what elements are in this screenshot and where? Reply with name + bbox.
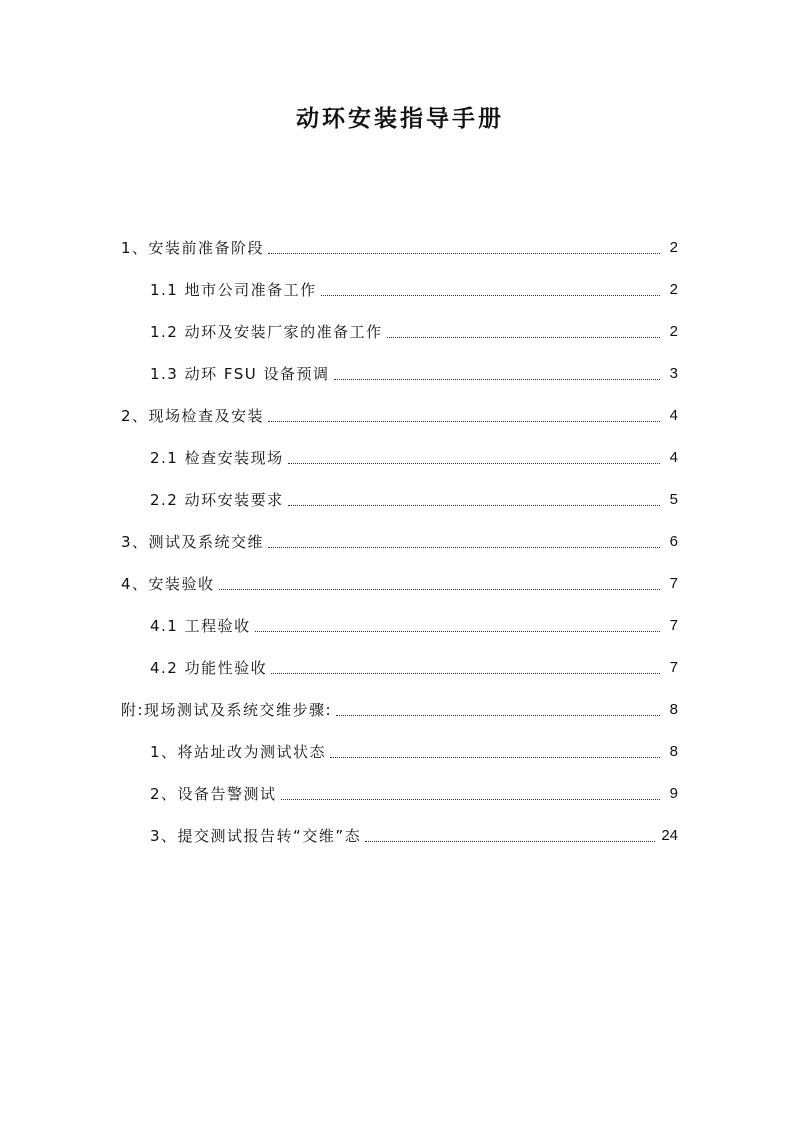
toc-page-number: 7 [669, 616, 678, 634]
toc-entry[interactable] [0, 310, 800, 352]
toc-dot-leader [321, 295, 660, 296]
toc-dot-leader [336, 715, 660, 716]
toc-dot-leader [268, 253, 660, 254]
toc-dot-leader [268, 547, 660, 548]
toc-entry-label: 1.3 动环 FSU 设备预调 [150, 364, 330, 383]
toc-entry-label: 4.1 工程验收 [150, 616, 251, 635]
toc-entry[interactable] [0, 772, 800, 814]
toc-entry[interactable] [0, 562, 800, 604]
toc-dot-leader [288, 505, 660, 506]
toc-entry[interactable] [0, 688, 800, 730]
toc-entry[interactable] [0, 478, 800, 520]
toc-entry-label: 附:现场测试及系统交维步骤: [121, 700, 333, 719]
toc-dot-leader [288, 463, 660, 464]
toc-dot-leader [330, 757, 660, 758]
toc-dot-leader [268, 421, 660, 422]
toc-page-number: 9 [669, 784, 678, 802]
toc-page-number: 2 [669, 322, 678, 340]
toc-dot-leader [334, 379, 660, 380]
toc-dot-leader [387, 337, 660, 338]
toc-entry[interactable] [0, 394, 800, 436]
toc-entry-label: 2、现场检查及安装 [121, 406, 265, 425]
toc-dot-leader [219, 589, 660, 590]
toc-entry[interactable] [0, 352, 800, 394]
toc-dot-leader [365, 841, 655, 842]
toc-page-number: 7 [669, 658, 678, 676]
table-of-contents [0, 226, 800, 856]
toc-dot-leader [281, 799, 660, 800]
toc-entry-label: 1.2 动环及安装厂家的准备工作 [150, 322, 383, 341]
toc-page-number: 8 [669, 700, 678, 718]
toc-page-number: 2 [669, 238, 678, 256]
toc-page-number: 4 [669, 448, 678, 466]
toc-entry-label: 1、安装前准备阶段 [121, 238, 265, 257]
toc-page-number: 6 [669, 532, 678, 550]
toc-entry-label: 3、测试及系统交维 [121, 532, 265, 551]
toc-entry-label: 1、将站址改为测试状态 [150, 742, 327, 761]
toc-page-number: 3 [669, 364, 678, 382]
toc-entry[interactable] [0, 268, 800, 310]
toc-entry-label: 2、设备告警测试 [150, 784, 277, 803]
toc-page-number: 5 [669, 490, 678, 508]
toc-entry[interactable] [0, 436, 800, 478]
toc-page-number: 7 [669, 574, 678, 592]
toc-entry-label: 4、安装验收 [121, 574, 215, 593]
toc-page-number: 4 [669, 406, 678, 424]
toc-entry[interactable] [0, 604, 800, 646]
toc-entry[interactable] [0, 520, 800, 562]
toc-entry-label: 2.2 动环安装要求 [150, 490, 284, 509]
toc-entry[interactable] [0, 226, 800, 268]
toc-page-number: 2 [669, 280, 678, 298]
toc-entry-label: 3、提交测试报告转“交维”态 [150, 826, 362, 845]
toc-entry-label: 2.1 检查安装现场 [150, 448, 284, 467]
toc-dot-leader [255, 631, 660, 632]
toc-entry[interactable] [0, 646, 800, 688]
toc-page-number: 8 [669, 742, 678, 760]
toc-entry-label: 1.1 地市公司准备工作 [150, 280, 317, 299]
toc-dot-leader [271, 673, 660, 674]
toc-entry[interactable] [0, 730, 800, 772]
toc-page-number: 24 [661, 826, 678, 844]
toc-entry-label: 4.2 功能性验收 [150, 658, 268, 677]
document-title: 动环安装指导手册 [296, 105, 504, 132]
toc-entry[interactable] [0, 814, 800, 856]
